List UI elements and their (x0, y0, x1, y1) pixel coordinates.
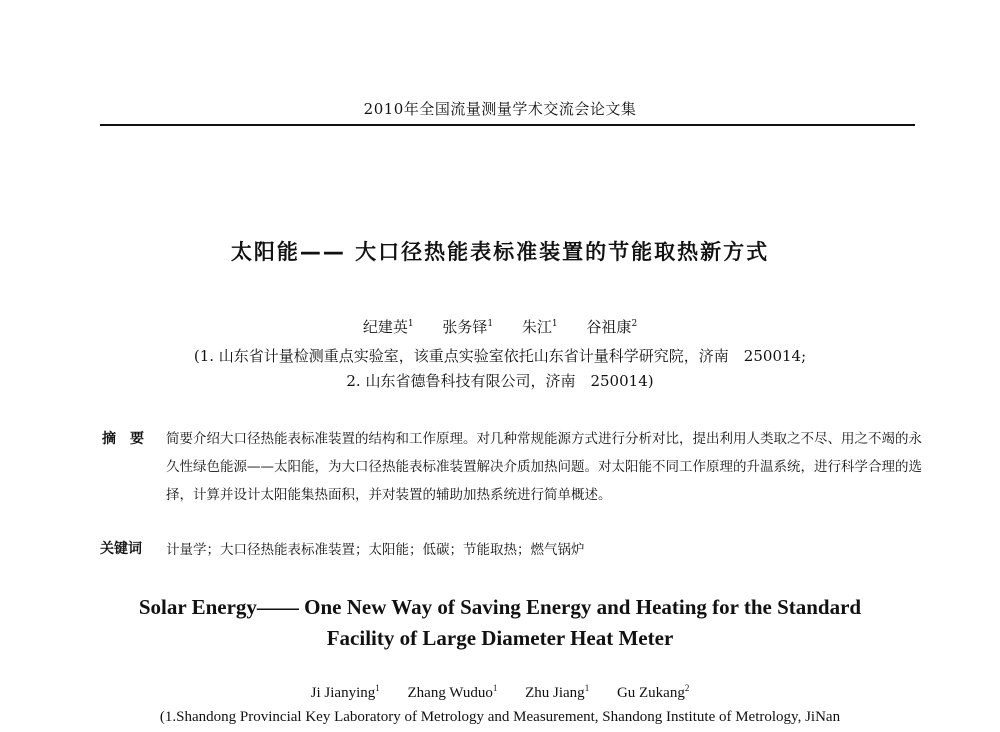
title-english (0, 592, 1000, 654)
author-en: Gu Zukang$^2$ (616, 683, 690, 701)
author-en: Zhang Wuduo$^1$ (407, 683, 498, 701)
author-zh: 纪建英$^1$ (362, 318, 414, 336)
author-zh: 谷祖康$^2$ (586, 318, 638, 336)
title-chinese: 太阳能—— 大口径热能表标准装置的节能取热新方式 (230, 240, 770, 264)
authors-english (0, 683, 1000, 702)
authors-chinese (0, 316, 1000, 337)
keywords-text: 计量学；大口径热能表标准装置；太阳能；低碳；节能取热；燃气锅炉 (166, 542, 585, 558)
header-rule (100, 124, 915, 126)
author-zh: 张务铎$^1$ (442, 318, 494, 336)
author-zh: 朱江$^1$ (521, 318, 558, 336)
author-en: Zhu Jiang$^1$ (525, 683, 590, 701)
affiliation-chinese-2: 2. 山东省德鲁科技有限公司，济南 250014) (346, 372, 654, 390)
abstract-text: 简要介绍大口径热能表标准装置的结构和工作原理。对几种常规能源方式进行分析对比，提出利用人类取之不尽、用之不竭的永久性绿色能源——太阳能，为大口径热能表标准装置解决介质加热问题。对太阳能不同工作原理的升温系统，进行科学合理的选择，计算并设计太阳能集热面积，并对装置的辅助加热系统进行简单概述。 (166, 431, 922, 503)
affiliation-english: (1.Shandong Provincial Key Laboratory of Metrology and Measurement, Shandong Institute of Metrology, JiNan (159, 709, 841, 725)
keywords-label: 关键词 (100, 541, 142, 557)
abstract-label: 摘 要 (102, 431, 144, 447)
author-en: Ji Jianying$^1$ (310, 683, 380, 701)
running-header: 2010年全国流量测量学术交流会论文集 (363, 100, 637, 118)
affiliation-chinese-1: (1. 山东省计量检测重点实验室，该重点实验室依托山东省计量科学研究院，济南 250014; (193, 347, 807, 365)
title-english-line-2: Facility of Large Diameter Heat Meter (326, 626, 674, 650)
title-english-line-1: Solar Energy—— One New Way of Saving Energy and Heating for the Standard (138, 595, 862, 619)
